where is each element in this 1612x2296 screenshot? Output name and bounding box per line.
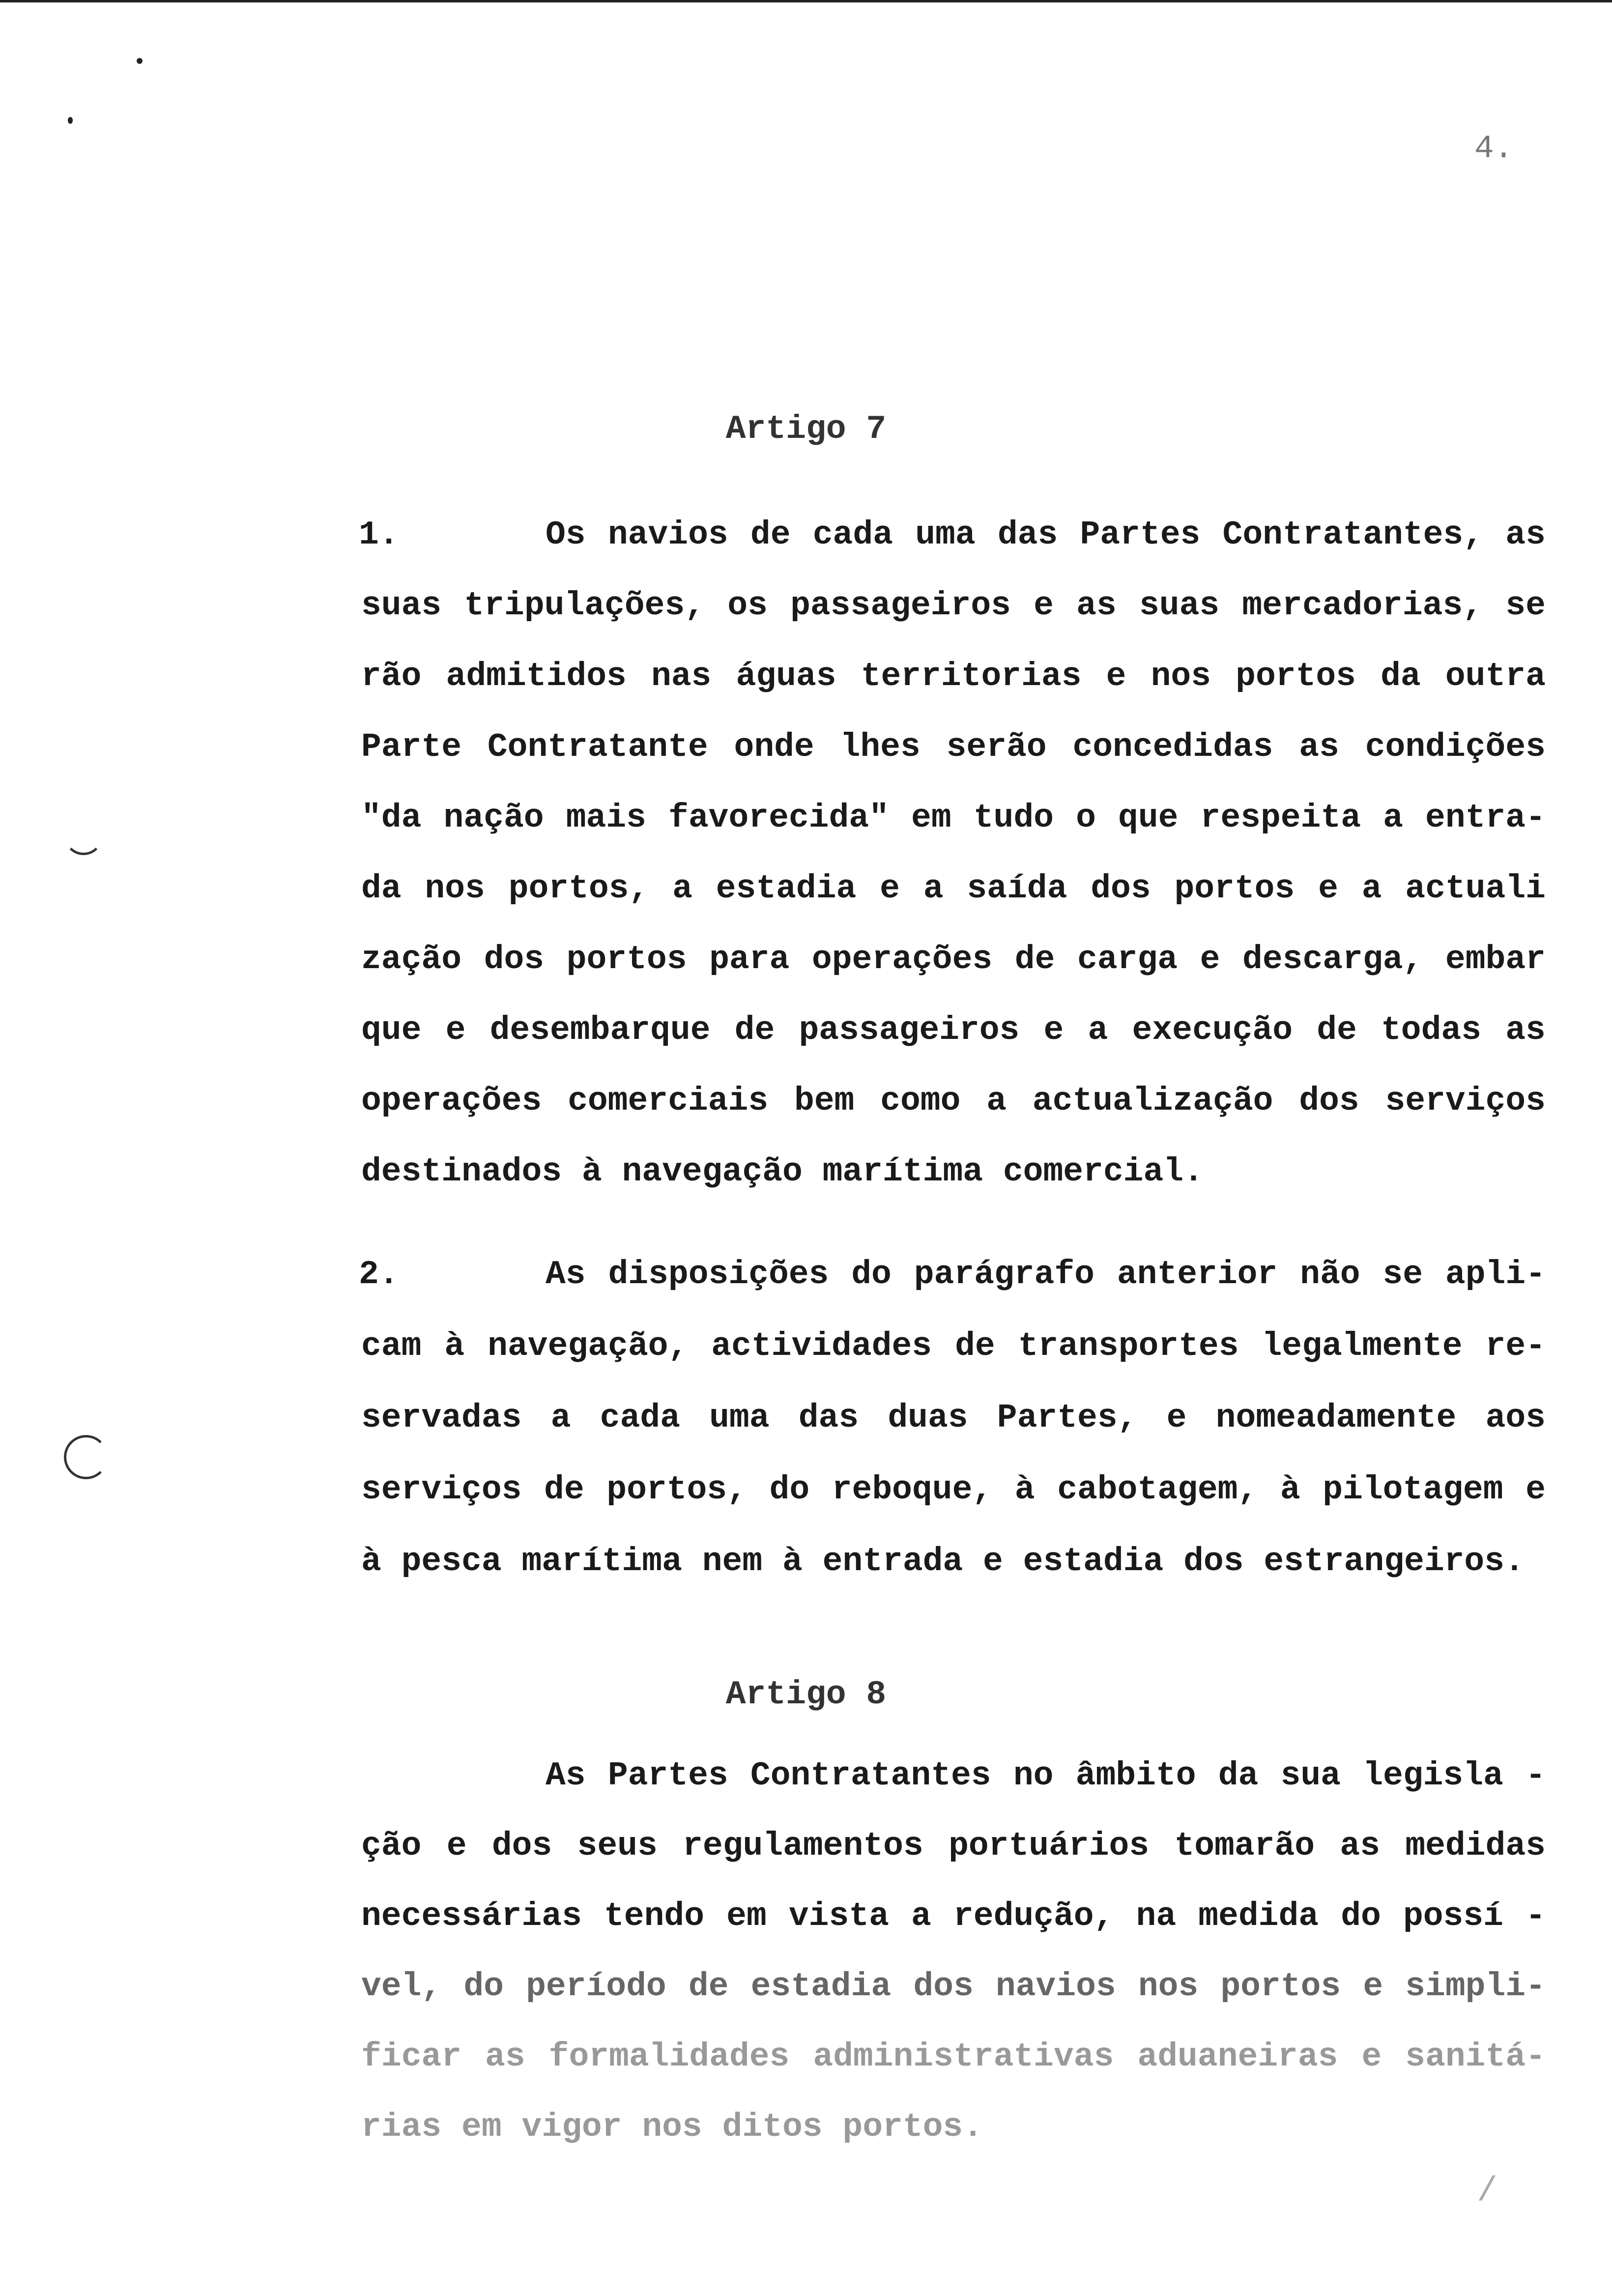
text-line: servadas a cada uma das duas Partes, e nomeadamente aos — [361, 1399, 1546, 1437]
scan-edge — [0, 0, 1612, 2]
text-line: da nos portos, a estadia e a saída dos portos e a actuali — [361, 870, 1546, 908]
scan-speck — [137, 58, 143, 64]
text-line: operações comerciais bem como a actualização dos serviços — [361, 1082, 1546, 1120]
paragraph-number: 1. — [359, 516, 399, 554]
text-line: zação dos portos para operações de carga e descarga, embar — [361, 941, 1546, 978]
article-8-heading: Artigo 8 — [725, 1676, 887, 1714]
paragraph-number: 2. — [359, 1256, 399, 1293]
text-line: As Partes Contratantes no âmbito da sua legisla - — [546, 1757, 1546, 1795]
text-line: cam à navegação, actividades de transportes legalmente re- — [361, 1327, 1546, 1365]
page-number: 4. — [1474, 130, 1514, 167]
text-line: rias em vigor nos ditos portos. — [361, 2108, 983, 2146]
scan-speck — [68, 117, 73, 124]
text-line: ficar as formalidades administrativas aduaneiras e sanitá- — [361, 2038, 1546, 2076]
punch-hole-mark — [64, 1435, 108, 1479]
footer-mark: / — [1477, 2172, 1498, 2211]
article-7-heading: Artigo 7 — [725, 410, 887, 448]
text-line: "da nação mais favorecida" em tudo o que respeita a entra- — [361, 799, 1546, 837]
text-line: que e desembarque de passageiros e a execução de todas as — [361, 1011, 1546, 1049]
punch-hole-mark — [64, 816, 103, 855]
text-line: destinados à navegação marítima comercial. — [361, 1153, 1204, 1191]
text-line: necessárias tendo em vista a redução, na medida do possí - — [361, 1897, 1546, 1935]
text-line: à pesca marítima nem à entrada e estadia dos estrangeiros. — [361, 1543, 1525, 1580]
text-line: rão admitidos nas águas territorias e nos portos da outra — [361, 658, 1546, 695]
text-line: Parte Contratante onde lhes serão concedidas as condições — [361, 728, 1546, 766]
text-line: ção e dos seus regulamentos portuários tomarão as medidas — [361, 1827, 1546, 1865]
text-line: Os navios de cada uma das Partes Contratantes, as — [546, 516, 1546, 554]
text-line: serviços de portos, do reboque, à cabotagem, à pilotagem e — [361, 1471, 1546, 1509]
text-line: vel, do período de estadia dos navios nos portos e simpli- — [361, 1968, 1546, 2006]
text-line: suas tripulações, os passageiros e as suas mercadorias, se — [361, 587, 1546, 625]
text-line: As disposições do parágrafo anterior não se apli- — [546, 1256, 1546, 1293]
